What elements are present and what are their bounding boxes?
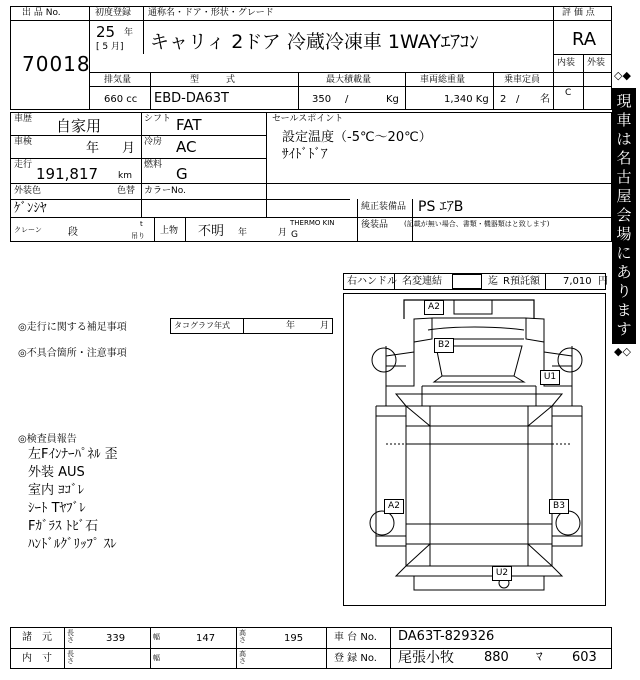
- tachograph-year: 年: [286, 321, 296, 331]
- vehicle-diagram: [343, 293, 606, 606]
- max-load: 350: [312, 94, 332, 105]
- height-label: 高さ: [239, 629, 246, 644]
- inspector-item: 左Fｲﾝﾅｰﾊﾟﾈﾙ 歪: [28, 447, 118, 462]
- spec-row-label: 諸 元: [22, 632, 52, 643]
- inspection-label: 車検: [14, 137, 33, 147]
- notice-char: に: [616, 244, 632, 262]
- notice-char: ま: [616, 301, 632, 319]
- damage-mark: A2: [384, 499, 404, 514]
- max-load-unit: Kg: [386, 94, 399, 105]
- deadline-label: 迄: [488, 276, 498, 287]
- capacity-unit: 名: [540, 94, 550, 105]
- grade-label: 評 価 点: [562, 8, 595, 18]
- notice-char: り: [616, 282, 632, 300]
- notice-char: 古: [616, 168, 632, 186]
- exterior-color: ｹﾞﾝｼﾔ: [14, 201, 47, 216]
- lot-number-label: 出 品 No.: [22, 8, 61, 18]
- upper-body-g: G: [291, 230, 298, 240]
- tachograph-month: 月: [320, 321, 330, 331]
- capacity-slash: /: [516, 94, 520, 105]
- length-label: 長さ: [67, 629, 74, 644]
- width-value: 147: [196, 633, 216, 644]
- chassis-number: DA63T-829326: [398, 629, 495, 644]
- recycle-amount: 7,010: [563, 276, 592, 287]
- max-load-slash: /: [345, 94, 349, 105]
- gross-weight-label: 車両総重量: [420, 75, 466, 85]
- damage-mark: B3: [549, 499, 569, 514]
- plate-number: 603: [572, 650, 597, 665]
- model-name-label: 通称名・ドア・形状・グレード: [148, 8, 274, 18]
- gross-weight: 1,340 Kg: [444, 94, 489, 105]
- chassis-label: 車 台 No.: [334, 632, 377, 643]
- upper-body-month: 月: [278, 228, 288, 238]
- lot-number: 70018: [22, 52, 91, 76]
- history-label: 車歴: [14, 114, 33, 124]
- sales-point-label: セールスポイント: [272, 114, 344, 124]
- upper-body-label: 上物: [160, 226, 179, 236]
- shift-label: シフト: [144, 114, 172, 124]
- inner-row-label: 内 寸: [22, 653, 52, 664]
- location-notice: [612, 88, 636, 344]
- sales-point-line-2: ｻｲﾄﾞﾄﾞｱ: [282, 147, 328, 162]
- capacity: 2: [500, 94, 507, 105]
- inspection-year: 年: [86, 141, 100, 156]
- recycle-label: R預託額: [503, 276, 540, 287]
- tachograph-label: タコグラフ年式: [174, 321, 230, 330]
- registration-year-unit: 年: [124, 28, 134, 38]
- inspection-month: 月: [122, 141, 136, 156]
- plate-class: 880: [484, 650, 509, 665]
- length-value: 339: [106, 633, 126, 644]
- inner-width-label: 幅: [153, 654, 160, 662]
- defects-label: ◎不具合箇所・注意事項: [18, 348, 127, 359]
- crane-hoist: 吊り: [131, 232, 145, 240]
- aftermarket-note: (記載が無い場合、書類・機器類はと致します): [404, 220, 550, 228]
- overall-grade: RA: [572, 29, 597, 50]
- aftermarket-label: 後装品: [361, 220, 389, 230]
- registration-year: 25: [96, 23, 116, 41]
- mileage-label: 走行: [14, 160, 33, 170]
- notice-char: 場: [616, 225, 632, 243]
- fuel-label: 燃料: [144, 160, 163, 170]
- width-label: 幅: [153, 633, 160, 641]
- sidebar-bottom-mark: ◆◇: [614, 345, 631, 358]
- upper-body-maker: THERMO KIN: [290, 219, 335, 227]
- sidebar-top-mark: ◇◆: [614, 69, 631, 82]
- interior-grade: C: [565, 88, 572, 98]
- notice-char: 現: [616, 92, 632, 110]
- damage-mark: U2: [492, 566, 512, 581]
- crane-tons: t: [140, 220, 143, 228]
- name-change-label: 名変連結: [402, 276, 442, 287]
- notice-char: 車: [616, 111, 632, 129]
- model-code: EBD-DA63T: [154, 91, 229, 106]
- displacement: 660 cc: [104, 94, 138, 105]
- damage-mark: U1: [540, 370, 560, 385]
- inspector-item: 外装 AUS: [28, 465, 85, 480]
- notice-char: あ: [616, 263, 632, 281]
- color-change-label: 色替: [117, 186, 136, 196]
- shift: FAT: [176, 116, 202, 134]
- plate-region: 尾張小牧: [398, 650, 454, 666]
- exterior-color-label: 外装色: [14, 186, 42, 196]
- genuine-equipment: PS ｴｱB: [418, 199, 464, 215]
- model-name: キャリィ 2ドア 冷蔵冷凍車 1WAYｴｱｺﾝ: [150, 31, 479, 53]
- notice-char: 名: [616, 149, 632, 167]
- registration-month: [ 5 月]: [96, 42, 124, 52]
- crane-steps: 段: [68, 227, 78, 238]
- fuel: G: [176, 165, 188, 183]
- notice-char: は: [616, 130, 632, 148]
- crane-label: クレーン: [14, 226, 42, 234]
- interior-grade-label: 内装: [557, 58, 576, 68]
- plate-kana: ﾏ: [536, 650, 543, 665]
- inner-length-label: 長さ: [67, 650, 74, 665]
- model-code-label: 型 式: [190, 75, 236, 85]
- ac-label: 冷房: [144, 137, 163, 147]
- notice-char: す: [616, 320, 632, 338]
- inner-height-label: 高さ: [239, 650, 246, 665]
- upper-body: 不明: [198, 224, 225, 239]
- driving-notes-label: ◎走行に関する補足事項: [18, 322, 127, 333]
- upper-body-year: 年: [238, 228, 248, 238]
- inspector-item: 室内 ﾖｺﾞﾚ: [28, 483, 85, 498]
- inspector-item: Fｶﾞﾗｽ ﾄﾋﾞ石: [28, 519, 99, 534]
- air-conditioning: AC: [176, 138, 197, 156]
- vehicle-outline: [344, 294, 607, 607]
- max-load-label: 最大積載量: [326, 75, 372, 85]
- mileage: 191,817: [36, 165, 99, 183]
- exterior-grade-label: 外装: [587, 58, 606, 68]
- steering-position: 右ハンドル: [347, 276, 397, 287]
- mileage-unit: km: [118, 171, 132, 181]
- recycle-unit: 円: [598, 276, 608, 287]
- registration-label: 登 録 No.: [334, 653, 377, 664]
- notice-char: 会: [616, 206, 632, 224]
- vehicle-history: 自家用: [56, 117, 102, 135]
- damage-mark: B2: [434, 338, 454, 353]
- color-number-label: カラーNo.: [144, 186, 186, 196]
- damage-mark: A2: [424, 300, 444, 315]
- capacity-label: 乗車定員: [504, 75, 541, 85]
- inspector-item: ｼｰﾄ Tﾔﾌﾞﾚ: [28, 501, 86, 516]
- notice-char: 屋: [616, 187, 632, 205]
- sales-point-line-1: 設定温度（-5℃～20℃）: [282, 130, 432, 145]
- genuine-equipment-label: 純正装備品: [361, 202, 407, 212]
- first-registration-label: 初度登録: [95, 8, 132, 18]
- height-value: 195: [284, 633, 304, 644]
- inspector-item: ﾊﾝﾄﾞﾙｸﾞﾘｯﾌﾟ ｽﾚ: [28, 537, 117, 552]
- inspector-report-label: ◎検査員報告: [18, 434, 77, 445]
- displacement-label: 排気量: [104, 75, 132, 85]
